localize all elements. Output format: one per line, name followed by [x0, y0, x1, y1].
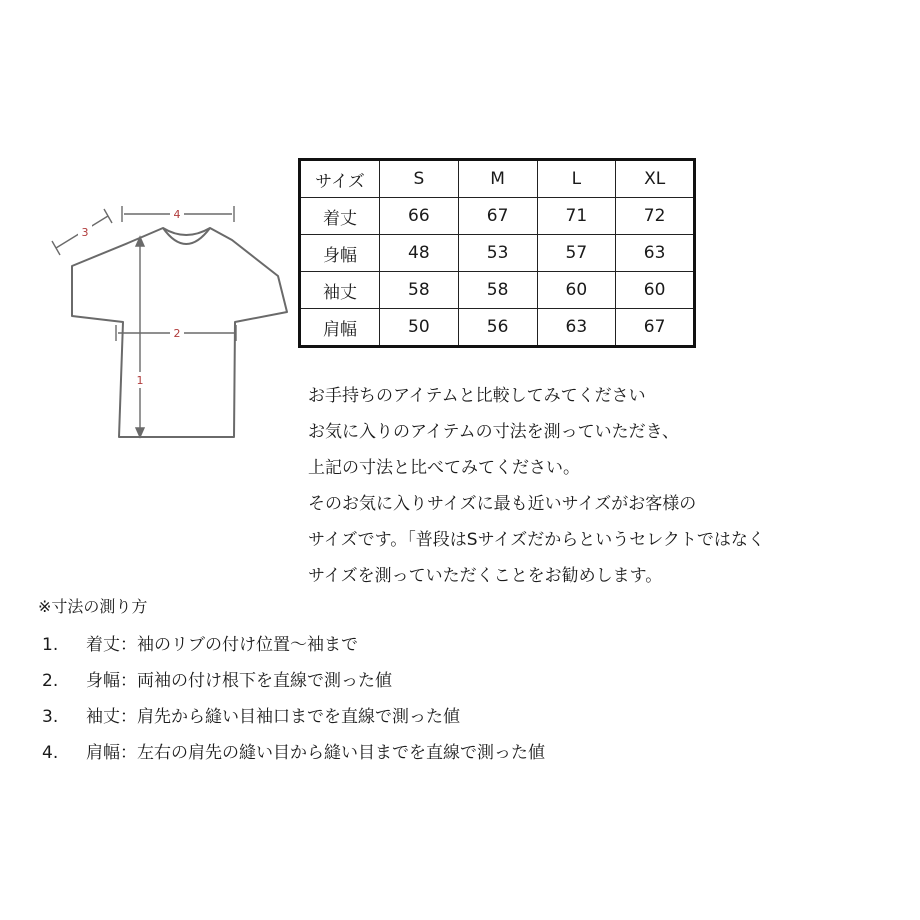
note-item	[42, 630, 358, 655]
shoulder-label: 4	[173, 208, 181, 221]
note-number: 1.	[42, 635, 59, 655]
note-number: 4.	[42, 743, 59, 763]
header-cell: サイズ	[300, 160, 380, 198]
table-cell: 58	[380, 272, 459, 309]
table-row	[300, 198, 695, 235]
table-cell: 56	[458, 309, 537, 347]
sleeve-label: 3	[81, 226, 89, 239]
table-cell: 67	[616, 309, 695, 347]
note-text: 着丈：袖のリブの付け位置〜袖まで	[86, 635, 358, 655]
table-cell: 58	[458, 272, 537, 309]
note-item	[42, 738, 545, 763]
header-cell: XL	[616, 160, 695, 198]
length-label: 1	[136, 374, 144, 387]
table-cell: 67	[458, 198, 537, 235]
table-cell: 60	[616, 272, 695, 309]
note-text: 身幅：両袖の付け根下を直線で測った値	[86, 671, 392, 691]
description-line: そのお気に入りサイズに最も近いサイズがお客様の	[308, 494, 697, 514]
tshirt-diagram	[0, 0, 300, 460]
description-line: サイズです。「普段はSサイズだからというセレクトではなく	[308, 530, 765, 550]
notes-title: ※寸法の測り方	[38, 597, 148, 616]
row-label: 身幅	[300, 235, 380, 272]
note-number: 3.	[42, 707, 59, 727]
table-cell: 53	[458, 235, 537, 272]
table-row	[300, 272, 695, 309]
description-text	[308, 378, 908, 594]
table-cell: 60	[537, 272, 616, 309]
table-cell: 71	[537, 198, 616, 235]
description-line: サイズを測っていただくことをお勧めします。	[308, 566, 663, 586]
table-header-row	[300, 160, 695, 198]
row-label: 袖丈	[300, 272, 380, 309]
row-label: 着丈	[300, 198, 380, 235]
table-cell: 63	[537, 309, 616, 347]
note-item	[42, 666, 392, 691]
description-line: お手持ちのアイテムと比較してみてください	[308, 386, 646, 406]
description-line: 上記の寸法と比べてみてください。	[308, 458, 580, 478]
table-cell: 57	[537, 235, 616, 272]
description-line: お気に入りのアイテムの寸法を測っていただき、	[308, 422, 679, 442]
header-cell: S	[380, 160, 459, 198]
table-cell: 50	[380, 309, 459, 347]
size-table	[298, 158, 696, 348]
note-item	[42, 702, 460, 727]
table-cell: 66	[380, 198, 459, 235]
note-number: 2.	[42, 671, 59, 691]
width-label: 2	[173, 327, 181, 340]
note-text: 肩幅：左右の肩先の縫い目から縫い目までを直線で測った値	[86, 743, 545, 763]
table-cell: 48	[380, 235, 459, 272]
header-cell: L	[537, 160, 616, 198]
table-row	[300, 309, 695, 347]
header-cell: M	[458, 160, 537, 198]
table-cell: 72	[616, 198, 695, 235]
row-label: 肩幅	[300, 309, 380, 347]
table-cell: 63	[616, 235, 695, 272]
note-text: 袖丈：肩先から縫い目袖口までを直線で測った値	[86, 707, 460, 727]
table-row	[300, 235, 695, 272]
